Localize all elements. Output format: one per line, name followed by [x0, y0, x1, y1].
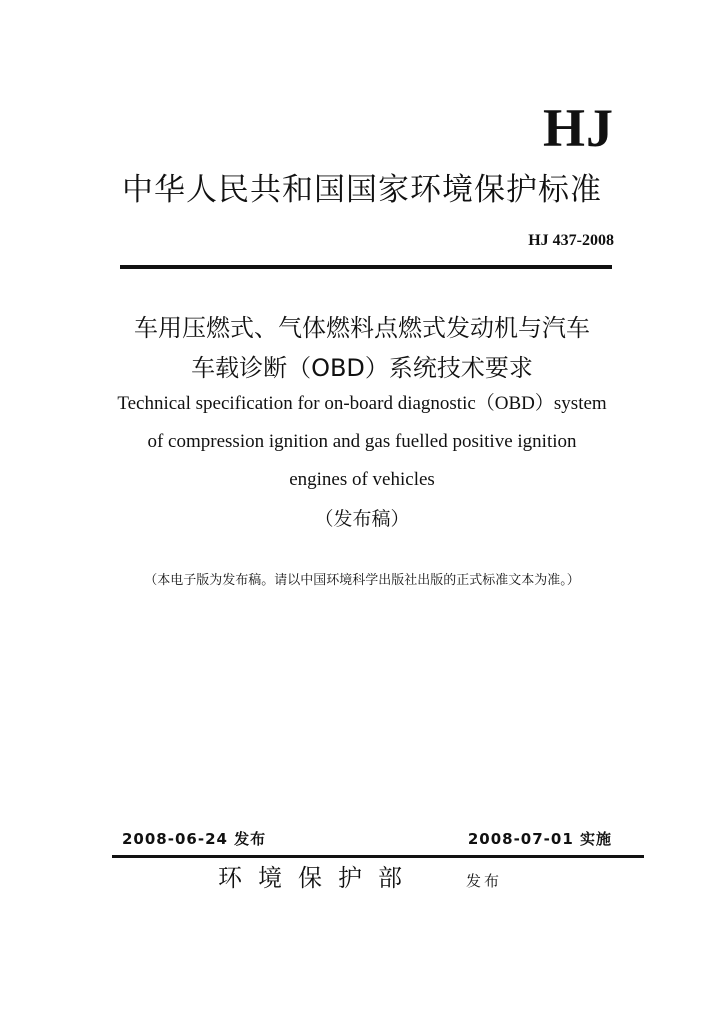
chinese-title-line-2: 车载诊断（OBD）系统技术要求 — [191, 354, 533, 382]
bottom-divider — [112, 855, 644, 858]
standard-number: HJ 437-2008 — [528, 232, 614, 249]
chinese-title-line-1: 车用压燃式、气体燃料点燃式发动机与汽车 — [134, 314, 590, 342]
english-title-line-1: Technical specification for on-board diagnostic（OBD）system — [117, 393, 607, 414]
issuing-ministry: 环境保护部 — [218, 864, 418, 892]
org-title: 中华人民共和国国家环境保护标准 — [122, 172, 602, 208]
implementation-date: 2008-07-01 实施 — [467, 830, 612, 848]
english-title-line-3: engines of vehicles — [289, 469, 435, 490]
publish-label: 发布 — [466, 872, 503, 890]
draft-label: （发布稿） — [314, 508, 410, 530]
top-divider — [120, 265, 612, 269]
english-title-line-2: of compression ignition and gas fuelled positive ignition — [147, 431, 577, 452]
hj-logo: HJ — [542, 98, 614, 158]
issue-date: 2008-06-24 发布 — [122, 830, 267, 848]
edition-note: （本电子版为发布稿。请以中国环境科学出版社出版的正式标准文本为准。） — [144, 573, 580, 588]
